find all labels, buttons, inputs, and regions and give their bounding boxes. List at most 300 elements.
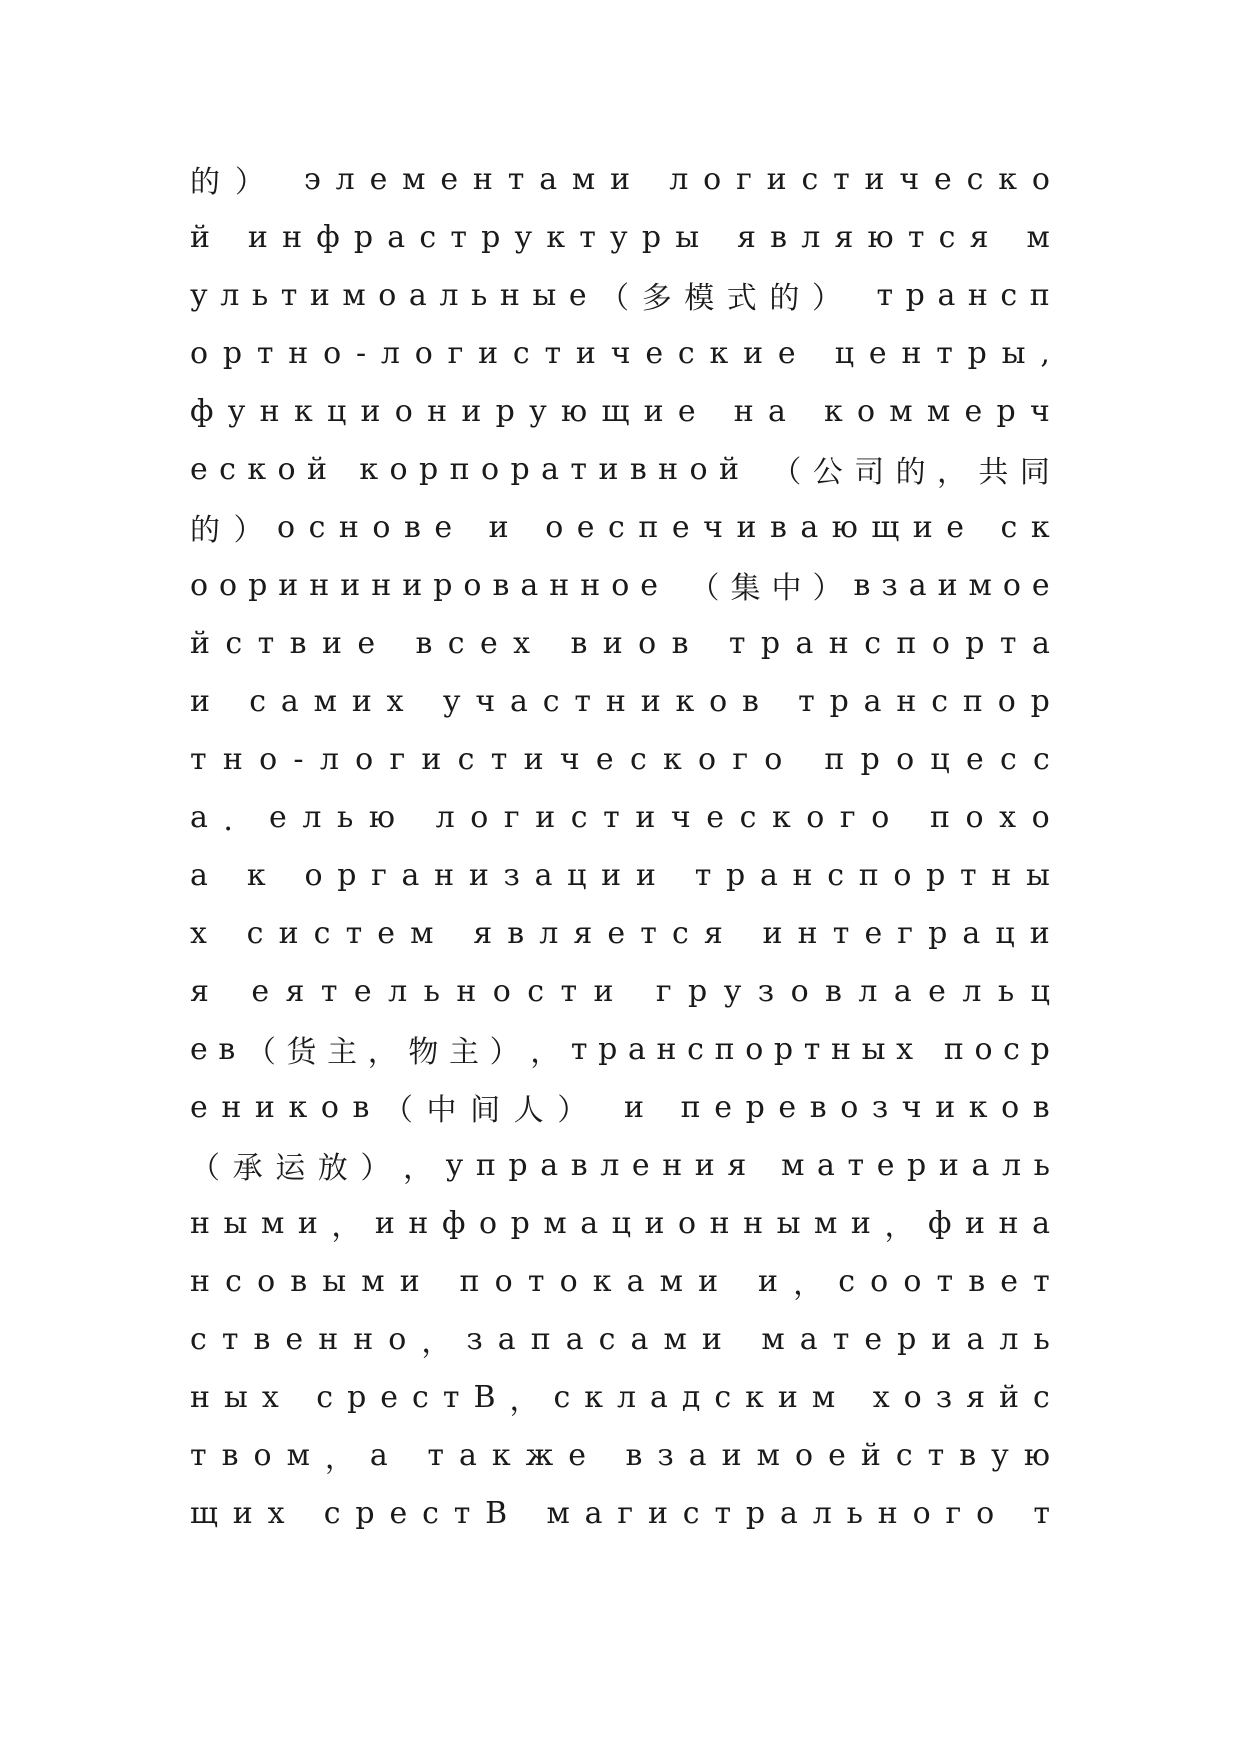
text-char xyxy=(713,220,723,255)
text-char: о xyxy=(638,625,657,661)
text-char: и xyxy=(478,335,499,371)
text-char: 司 xyxy=(854,455,885,490)
text-char: с xyxy=(447,625,465,661)
text-char: ю xyxy=(368,799,395,835)
text-char: а xyxy=(630,1321,649,1357)
text-char: и xyxy=(635,799,656,835)
text-char: ь xyxy=(997,973,1015,1009)
text-char: т xyxy=(1033,1263,1050,1299)
text-char: т xyxy=(936,1263,954,1299)
text-char: м xyxy=(571,161,596,197)
text-char: я xyxy=(285,973,305,1009)
text-char: с xyxy=(687,1031,704,1067)
text-char: т xyxy=(221,1321,239,1357)
text-char: й xyxy=(190,219,210,255)
text-char: в xyxy=(290,1263,308,1299)
text-char: т xyxy=(847,1147,865,1183)
text-char: и xyxy=(647,1495,668,1531)
text-char: т xyxy=(714,1495,732,1531)
text-char: п xyxy=(929,799,950,835)
text-char: н xyxy=(830,1031,851,1067)
text-char: г xyxy=(897,915,914,951)
text-char xyxy=(774,684,784,719)
text-char: с xyxy=(457,741,475,777)
text-char: л xyxy=(380,335,400,371)
text-char: ч xyxy=(703,509,723,545)
text-char: и xyxy=(766,161,787,197)
text-char: е xyxy=(671,509,690,545)
text-char: с xyxy=(225,625,243,661)
text-char: к xyxy=(1030,509,1050,545)
text-char: о xyxy=(870,1263,889,1299)
text-char: м xyxy=(543,1205,567,1241)
text-char: с xyxy=(553,1379,571,1415)
text-char: ， xyxy=(421,1325,452,1360)
text-char xyxy=(810,336,820,371)
text-char: е xyxy=(434,509,453,545)
text-char: а xyxy=(520,567,539,603)
text-char xyxy=(391,626,401,661)
text-char: т xyxy=(960,857,977,893)
text-char: о xyxy=(219,567,238,603)
text-char: л xyxy=(858,973,878,1009)
text-char: й xyxy=(860,1437,881,1473)
text-char: 物 xyxy=(408,1035,439,1070)
text-char: с xyxy=(422,1495,439,1531)
text-char xyxy=(733,1264,743,1299)
text-char: х xyxy=(190,915,207,951)
text-char: о xyxy=(745,1031,764,1067)
text-char: ， xyxy=(402,1151,433,1186)
text-char: ы xyxy=(532,277,557,313)
text-char: й xyxy=(307,451,328,487)
text-char: с xyxy=(1000,277,1018,313)
text-char: ， xyxy=(367,1035,398,1070)
text-char: н xyxy=(797,915,818,951)
text-char: а xyxy=(497,1321,516,1357)
text-char: м xyxy=(968,567,992,603)
text-char: т xyxy=(442,1379,460,1415)
text-char: с xyxy=(1032,1379,1050,1415)
text-char: р xyxy=(355,1495,375,1531)
text-char: е xyxy=(964,393,983,429)
text-char: л xyxy=(812,1495,832,1531)
text-char: а xyxy=(863,683,882,719)
text-char: и xyxy=(468,857,489,893)
text-char: ， xyxy=(884,1209,915,1244)
text-char: у xyxy=(190,277,208,313)
text-char: ь xyxy=(470,277,488,313)
text-char: в xyxy=(352,1089,370,1125)
text-char: р xyxy=(337,857,357,893)
text-char: ы xyxy=(223,1379,248,1415)
text-char: о xyxy=(388,1321,407,1357)
text-char: н xyxy=(190,1205,210,1241)
text-char: а xyxy=(966,1321,985,1357)
text-char: к xyxy=(663,741,682,777)
text-char: е xyxy=(269,799,287,835)
text-char: г xyxy=(447,335,464,371)
text-char: н xyxy=(499,277,520,313)
text-char: е xyxy=(353,973,372,1009)
text-char: т xyxy=(798,683,815,719)
text-char: о xyxy=(481,451,500,487)
text-char: ） xyxy=(557,1093,588,1128)
text-char: и xyxy=(635,857,656,893)
text-char: щ xyxy=(190,1495,218,1531)
text-char: ф xyxy=(316,219,340,255)
text-char: ь xyxy=(251,277,269,313)
text-char: з xyxy=(503,857,520,893)
text-line xyxy=(190,450,1050,488)
text-char: р xyxy=(860,741,880,777)
text-char: ц xyxy=(930,741,950,777)
text-char: ь xyxy=(336,799,354,835)
text-char: р xyxy=(745,1089,765,1125)
text-char: х xyxy=(999,799,1017,835)
text-char: с xyxy=(313,915,331,951)
text-char: н xyxy=(190,1379,210,1415)
text-char: т xyxy=(570,1031,588,1067)
text-char: в xyxy=(415,625,433,661)
text-char: л xyxy=(319,741,339,777)
text-char xyxy=(1009,1496,1019,1531)
text-char xyxy=(704,626,714,661)
text-line xyxy=(190,1378,1050,1416)
text-char xyxy=(799,742,809,777)
text-char: с xyxy=(412,1379,429,1415)
text-char: к xyxy=(359,451,379,487)
text-char: е xyxy=(1000,1263,1019,1299)
text-char: а xyxy=(795,625,814,661)
text-char: н xyxy=(190,1263,210,1299)
text-char: ы xyxy=(675,219,700,255)
text-char: о xyxy=(903,1263,922,1299)
text-char: т xyxy=(256,335,274,371)
text-char: в xyxy=(403,509,421,545)
text-char: р xyxy=(926,857,946,893)
text-char: 集 xyxy=(730,571,761,606)
text-char xyxy=(522,510,532,545)
text-line xyxy=(190,798,1050,836)
text-char: и xyxy=(912,509,933,545)
text-char: о xyxy=(257,1263,276,1299)
text-char: и xyxy=(736,509,757,545)
text-char: 中 xyxy=(771,571,802,606)
text-char: и xyxy=(937,567,958,603)
text-char: а xyxy=(540,1147,559,1183)
text-char: с xyxy=(677,335,695,371)
text-char: 的 xyxy=(769,281,800,316)
text-char: с xyxy=(931,683,949,719)
text-char: 的 xyxy=(895,455,926,490)
text-char: п xyxy=(943,1031,964,1067)
text-char: в xyxy=(570,625,588,661)
text-char: с xyxy=(225,1263,242,1299)
text-char: м xyxy=(926,393,951,429)
text-char: о xyxy=(259,741,278,777)
text-char: н xyxy=(658,451,679,487)
text-char xyxy=(601,1090,611,1125)
text-char: е xyxy=(576,509,595,545)
text-char: м xyxy=(546,1495,570,1531)
text-char: в xyxy=(671,625,689,661)
text-char: р xyxy=(745,1495,766,1531)
text-char: и xyxy=(402,567,423,603)
text-char: о xyxy=(277,509,296,545)
text-char: м xyxy=(811,1379,836,1415)
text-char: и xyxy=(523,741,544,777)
text-char: и xyxy=(461,393,482,429)
text-char: м xyxy=(756,1437,781,1473)
text-char: г xyxy=(839,799,856,835)
text-char: ф xyxy=(190,393,214,429)
text-char: а xyxy=(937,277,956,313)
text-char: ч xyxy=(475,683,496,719)
text-char: - xyxy=(293,741,304,777)
text-char: и xyxy=(701,1321,722,1357)
text-char: т xyxy=(603,799,620,835)
text-char: о xyxy=(414,335,433,371)
text-char: （ xyxy=(771,455,802,490)
text-char: а xyxy=(799,1321,818,1357)
text-char: о xyxy=(709,683,728,719)
text-char: т xyxy=(560,973,578,1009)
text-char: 中 xyxy=(426,1093,457,1128)
text-char: с xyxy=(512,335,530,371)
text-char: в xyxy=(218,1031,236,1067)
text-char: з xyxy=(871,1089,889,1125)
text-char: н xyxy=(338,509,359,545)
text-char: с xyxy=(999,741,1017,777)
text-char: и xyxy=(757,1263,778,1299)
text-char: о xyxy=(277,451,296,487)
text-char: л xyxy=(220,277,240,313)
text-char: к xyxy=(247,451,267,487)
text-char: о xyxy=(677,1205,697,1241)
text-char: ц xyxy=(326,393,347,429)
text-char: р xyxy=(222,335,243,371)
text-char: с xyxy=(190,1321,207,1357)
text-char: п xyxy=(1029,277,1050,313)
text-char: ц xyxy=(1030,973,1050,1009)
text-char: у xyxy=(991,1437,1009,1473)
text-char: о xyxy=(253,1437,272,1473)
text-char: в xyxy=(825,973,842,1009)
text-line xyxy=(190,566,1050,604)
text-char: р xyxy=(347,1379,367,1415)
text-char: р xyxy=(353,219,374,255)
text-char: и xyxy=(321,625,342,661)
text-char: - xyxy=(355,335,367,371)
text-char: е xyxy=(868,335,887,371)
text-char: и xyxy=(1029,915,1050,951)
text-char: о xyxy=(871,799,890,835)
text-char: н xyxy=(656,1031,677,1067)
text-char: я xyxy=(703,915,723,951)
text-char: к xyxy=(491,1437,511,1473)
text-char: г xyxy=(945,1495,962,1531)
text-char: р xyxy=(641,219,662,255)
text-char xyxy=(225,684,235,719)
text-char: 承 xyxy=(232,1151,263,1186)
text-char: ч xyxy=(899,161,920,197)
text-char: ю xyxy=(831,509,858,545)
text-char: ы xyxy=(1026,857,1050,893)
text-char: о xyxy=(389,451,408,487)
text-char: с xyxy=(1033,741,1050,777)
text-char: п xyxy=(475,1147,496,1183)
text-char: а xyxy=(387,219,406,255)
text-char: ， xyxy=(324,1441,355,1476)
text-line xyxy=(190,218,1050,256)
text-line xyxy=(190,392,1050,430)
text-char: а xyxy=(369,1437,388,1473)
text-char: а xyxy=(650,1379,668,1415)
text-char: х xyxy=(513,625,531,661)
text-char: 多 xyxy=(641,281,672,316)
text-char: ， xyxy=(793,1267,824,1302)
text-char: и xyxy=(535,799,556,835)
text-line xyxy=(190,1146,1050,1184)
text-char: р xyxy=(481,219,501,255)
text-char: ь xyxy=(846,1495,863,1531)
text-char: 人 xyxy=(513,1093,544,1128)
text-char: о xyxy=(893,857,912,893)
text-char: а xyxy=(759,857,778,893)
text-char: 货 xyxy=(286,1035,317,1070)
text-char: н xyxy=(828,625,849,661)
text-char: й xyxy=(719,451,740,487)
text-char: и xyxy=(864,161,885,197)
text-char: ф xyxy=(441,1205,466,1241)
text-char: е xyxy=(777,335,796,371)
text-char: т xyxy=(832,915,850,951)
text-char: （ xyxy=(689,571,720,606)
text-char: о xyxy=(965,799,984,835)
text-char: о xyxy=(190,567,209,603)
text-char: к xyxy=(675,683,695,719)
text-char: с xyxy=(838,1263,855,1299)
text-char: с xyxy=(246,915,264,951)
text-char: е xyxy=(190,451,208,487)
text-char xyxy=(435,1264,445,1299)
text-char: п xyxy=(638,509,659,545)
text-char: о xyxy=(1002,567,1021,603)
text-char: ， xyxy=(331,1209,362,1244)
text-char xyxy=(924,1032,934,1067)
text-char: о xyxy=(997,683,1016,719)
text-char: е xyxy=(876,1147,895,1183)
text-char: о xyxy=(478,1205,498,1241)
text-char: я xyxy=(190,973,209,1009)
text-char: о xyxy=(190,335,209,371)
text-char: а xyxy=(190,857,208,893)
text-char: с xyxy=(895,1437,913,1473)
text-char: н xyxy=(733,393,754,429)
text-char: о xyxy=(931,625,950,661)
text-char: т xyxy=(527,1263,545,1299)
text-char: н xyxy=(877,1495,898,1531)
text-char: у xyxy=(227,393,246,429)
text-char: с xyxy=(219,451,236,487)
text-char: н xyxy=(662,1147,683,1183)
text-char: с xyxy=(527,973,545,1009)
text-line xyxy=(190,914,1050,952)
text-char xyxy=(1003,220,1013,255)
text-line xyxy=(190,1320,1050,1358)
text-char: о xyxy=(1031,799,1050,835)
text-char: и xyxy=(721,1437,742,1473)
text-char: 式 xyxy=(726,281,757,316)
text-char: н xyxy=(259,393,280,429)
text-char: о xyxy=(903,1379,922,1415)
text-char: ю xyxy=(867,219,894,255)
text-char: ， xyxy=(530,1035,561,1070)
text-char: в xyxy=(968,1263,986,1299)
text-char: с xyxy=(249,683,267,719)
text-char: р xyxy=(1030,683,1050,719)
text-char: 共 xyxy=(978,455,1009,490)
text-char: н xyxy=(580,567,601,603)
text-char: в xyxy=(629,451,647,487)
text-char: а xyxy=(584,1495,603,1531)
text-char: и xyxy=(602,625,623,661)
text-char: м xyxy=(410,915,434,951)
text-char: п xyxy=(858,857,879,893)
text-char: т xyxy=(507,161,525,197)
text-char: м xyxy=(361,1263,385,1299)
text-char: н xyxy=(896,683,917,719)
text-char: н xyxy=(605,683,626,719)
text-char: к xyxy=(709,335,729,371)
text-char: л xyxy=(435,799,455,835)
text-char: а xyxy=(800,509,819,545)
text-char: м xyxy=(659,1263,684,1299)
text-char: о xyxy=(896,741,915,777)
text-char: е xyxy=(828,1437,846,1473)
text-char: с xyxy=(1000,509,1018,545)
text-char: и xyxy=(640,683,661,719)
text-char: й xyxy=(998,1379,1019,1415)
text-char: м xyxy=(1026,219,1050,255)
text-char: р xyxy=(996,393,1016,429)
text-char: о xyxy=(545,509,564,545)
text-char xyxy=(645,162,655,197)
text-char: р xyxy=(688,973,708,1009)
text-char: а xyxy=(580,1205,599,1241)
text-char xyxy=(338,452,348,487)
text-line xyxy=(190,276,1050,314)
text-char: р xyxy=(726,857,746,893)
text-char: н xyxy=(221,1089,242,1125)
text-char: и xyxy=(575,335,596,371)
text-char: с xyxy=(714,1379,732,1415)
text-char: ч xyxy=(559,741,580,777)
text-char: с xyxy=(323,1495,341,1531)
text-char: о xyxy=(559,1263,578,1299)
text-char: а xyxy=(767,393,786,429)
text-char: н xyxy=(792,857,813,893)
text-char: н xyxy=(353,1321,374,1357)
text-char xyxy=(710,394,720,429)
text-char: о xyxy=(698,741,717,777)
text-char xyxy=(222,916,232,951)
text-char: к xyxy=(968,1089,988,1125)
text-char: р xyxy=(928,915,948,951)
text-char: а xyxy=(627,1031,646,1067)
text-char: о xyxy=(856,393,876,429)
